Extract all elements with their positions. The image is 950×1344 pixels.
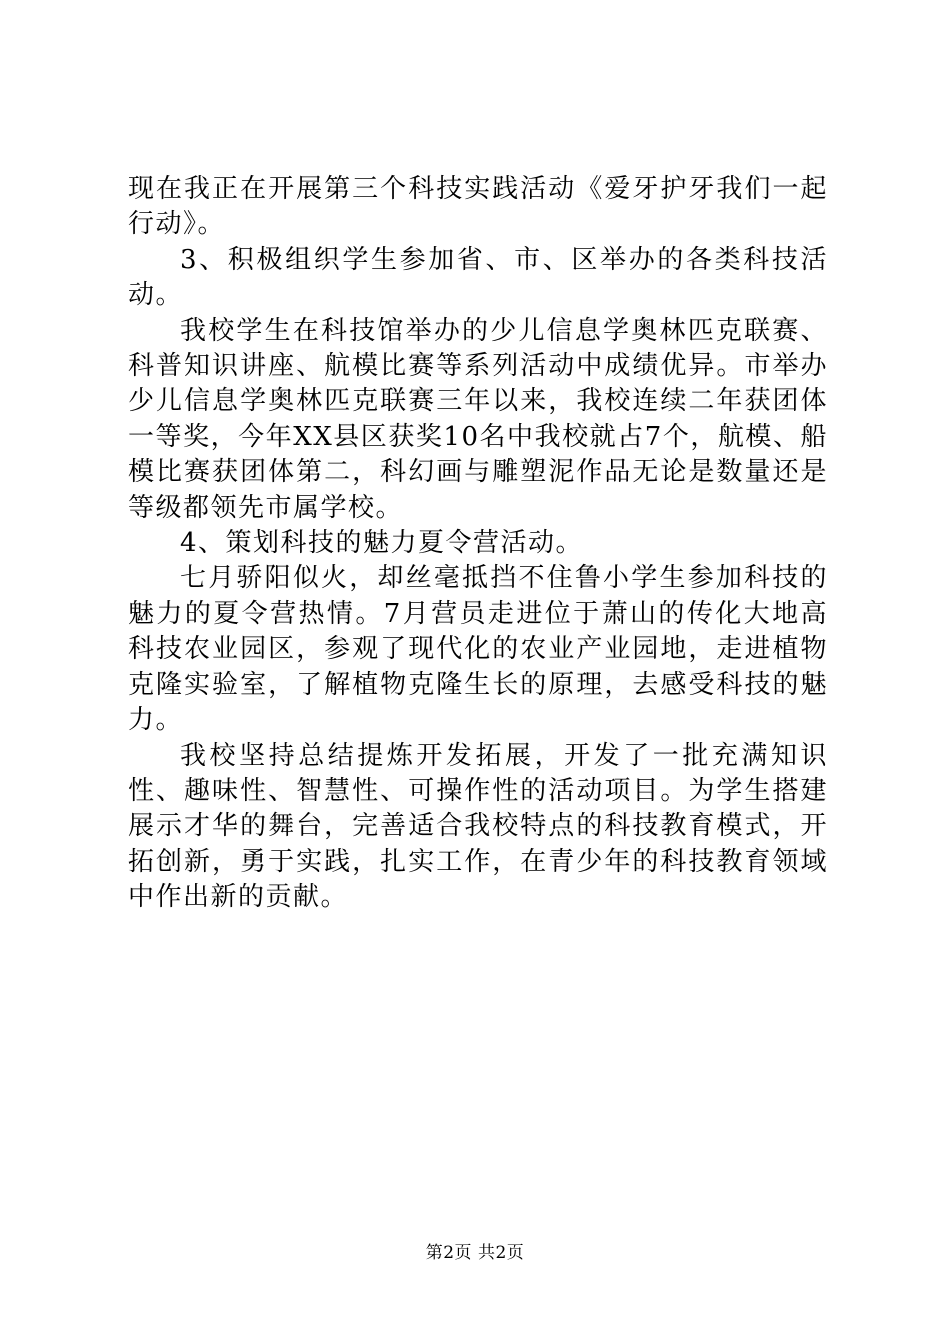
paragraph-heading-3: 3、积极组织学生参加省、市、区举办的各类科技活动。 xyxy=(128,244,828,311)
paragraph-competitions: 我校学生在科技馆举办的少儿信息学奥林匹克联赛、科普知识讲座、航模比赛等系列活动中成绩优异。市举办少儿信息学奥林匹克联赛三年以来，我校连续二年获团体一等奖，今年XX县区获奖10名中我校就占7个，航模、船模比赛获团体第二，科幻画与雕塑泥作品无论是数量还是等级都领先市属学校。 xyxy=(128,315,828,523)
document-body xyxy=(128,172,828,916)
paragraph-heading-4: 4、策划科技的魅力夏令营活动。 xyxy=(180,528,584,559)
page-number: 第2页 共2页 xyxy=(425,1243,525,1263)
paragraph-conclusion: 我校坚持总结提炼开发拓展，开发了一批充满知识性、趣味性、智慧性、可操作性的活动项目。为学生搭建展示才华的舞台，完善适合我校特点的科技教育模式，开拓创新，勇于实践，扎实工作，在青少年的科技教育领域中作出新的贡献。 xyxy=(128,740,828,913)
paragraph-intro: 现在我正在开展第三个科技实践活动《爱牙护牙我们一起行动》。 xyxy=(128,174,828,240)
paragraph-summer-camp: 七月骄阳似火，却丝毫抵挡不住鲁小学生参加科技的魅力的夏令营热情。7月营员走进位于萧山的传化大地高科技农业园区，参观了现代化的农业产业园地，走进植物克隆实验室，了解植物克隆生长的原理，去感受科技的魅力。 xyxy=(128,563,828,736)
